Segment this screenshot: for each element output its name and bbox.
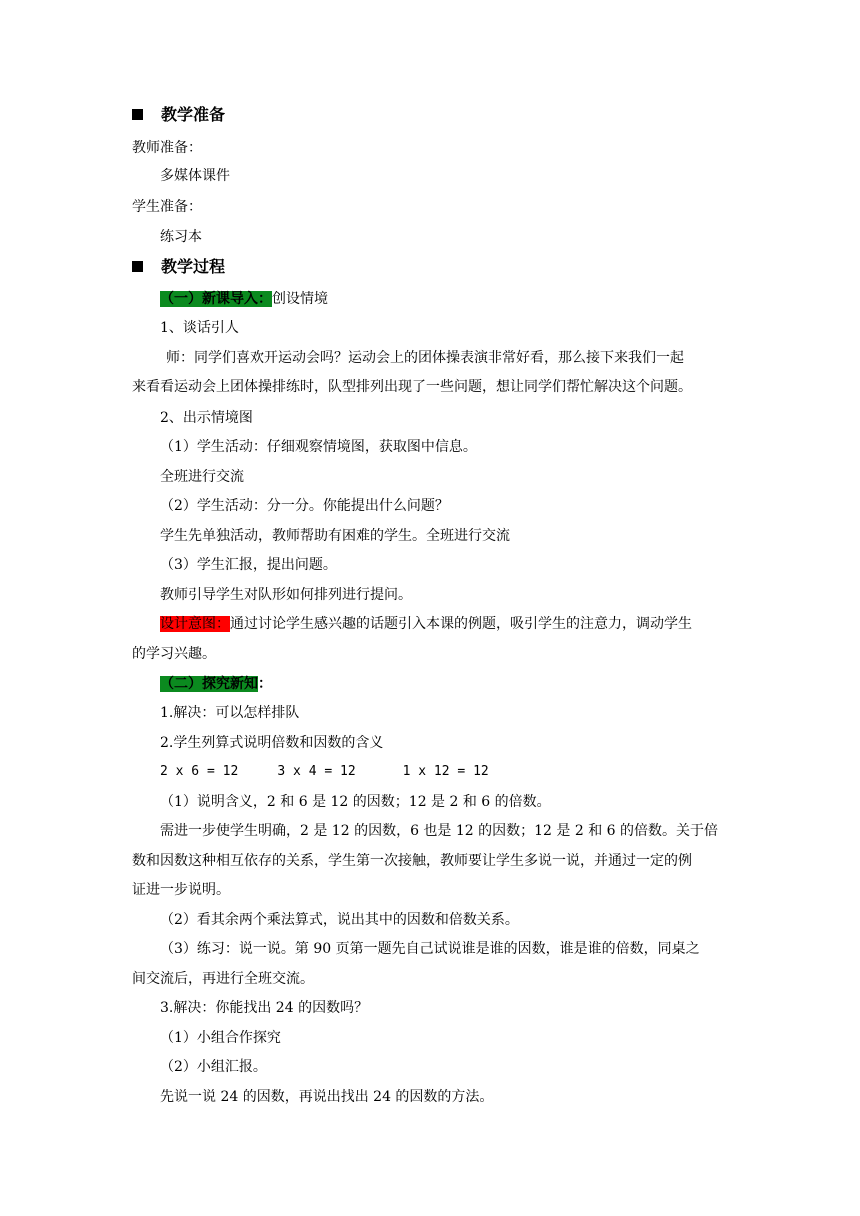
design-intent-tag: 设计意图： xyxy=(160,616,230,632)
solve-1: 1.解决：可以怎样排队 xyxy=(160,705,300,721)
meaning-2: （2）看其余两个乘法算式，说出其中的因数和倍数关系。 xyxy=(160,912,519,928)
activity-1: （1）学生活动：仔细观察情境图，获取图中信息。 xyxy=(160,439,477,455)
student-prep-item: 练习本 xyxy=(160,229,202,245)
activity-3-note: 教师引导学生对队形如何排列进行提问。 xyxy=(160,587,412,603)
part2-colon: ： xyxy=(258,676,272,692)
part1-title: 创设情境 xyxy=(272,291,328,307)
part2-tag: （二）探究新知 xyxy=(160,676,258,692)
section-heading-process xyxy=(132,257,225,277)
teacher-prep-item: 多媒体课件 xyxy=(160,168,230,184)
section-heading-prep xyxy=(132,105,225,125)
last-line: 先说一说 24 的因数，再说出找出 24 的因数的方法。 xyxy=(160,1089,494,1105)
meaning-3-line-1: （3）练习：说一说。第 90 页第一题先自己试说谁是谁的因数，谁是谁的倍数，同桌之 xyxy=(160,941,700,957)
activity-3: （3）学生汇报，提出问题。 xyxy=(160,557,337,573)
para1-line-2: 数和因数这种相互依存的关系，学生第一次接触，教师要让学生多说一说，并通过一定的例 xyxy=(132,853,692,869)
para1-line-3: 证进一步说明。 xyxy=(132,882,230,898)
step-1: 1、谈话引人 xyxy=(160,320,239,336)
part1-tag: （一）新课导入： xyxy=(160,291,272,307)
part1-heading xyxy=(160,289,328,309)
formulas: 2 x 6 = 12 3 x 4 = 12 1 x 12 = 12 xyxy=(160,764,489,779)
square-bullet-icon xyxy=(132,261,143,272)
student-prep-label: 学生准备： xyxy=(132,199,202,215)
meaning-3-line-2: 间交流后，再进行全班交流。 xyxy=(132,971,314,987)
meaning-1: （1）说明含义，2 和 6 是 12 的因数；12 是 2 和 6 的倍数。 xyxy=(160,794,551,810)
group-1: （1）小组合作探究 xyxy=(160,1030,281,1046)
activity-1-note: 全班进行交流 xyxy=(160,469,244,485)
solve-2: 2.学生列算式说明倍数和因数的含义 xyxy=(160,735,384,751)
group-2: （2）小组汇报。 xyxy=(160,1059,267,1075)
heading-text: 教学准备 xyxy=(161,105,226,124)
activity-2: （2）学生活动：分一分。你能提出什么问题？ xyxy=(160,498,449,514)
step-2: 2、出示情境图 xyxy=(160,410,253,426)
design-intent xyxy=(160,614,692,634)
teacher-line-2: 来看看运动会上团体操排练时，队型排列出现了一些问题，想让同学们帮忙解决这个问题。 xyxy=(132,379,692,395)
teacher-line-1: 师：同学们喜欢开运动会吗？运动会上的团体操表演非常好看，那么接下来我们一起 xyxy=(166,350,684,366)
activity-2-note: 学生先单独活动，教师帮助有困难的学生。全班进行交流 xyxy=(160,528,510,544)
teacher-prep-label: 教师准备： xyxy=(132,140,202,156)
solve-3: 3.解决：你能找出 24 的因数吗？ xyxy=(160,1000,369,1016)
design-intent-line-2: 的学习兴趣。 xyxy=(132,646,216,662)
para1-line-1: 需进一步使学生明确，2 是 12 的因数，6 也是 12 的因数；12 是 2 和 6 的倍数。关于倍 xyxy=(160,823,719,839)
heading-text: 教学过程 xyxy=(161,257,226,276)
square-bullet-icon xyxy=(132,109,143,120)
part2-heading xyxy=(160,674,272,694)
design-intent-text: 通过讨论学生感兴趣的话题引入本课的例题，吸引学生的注意力，调动学生 xyxy=(230,616,692,632)
